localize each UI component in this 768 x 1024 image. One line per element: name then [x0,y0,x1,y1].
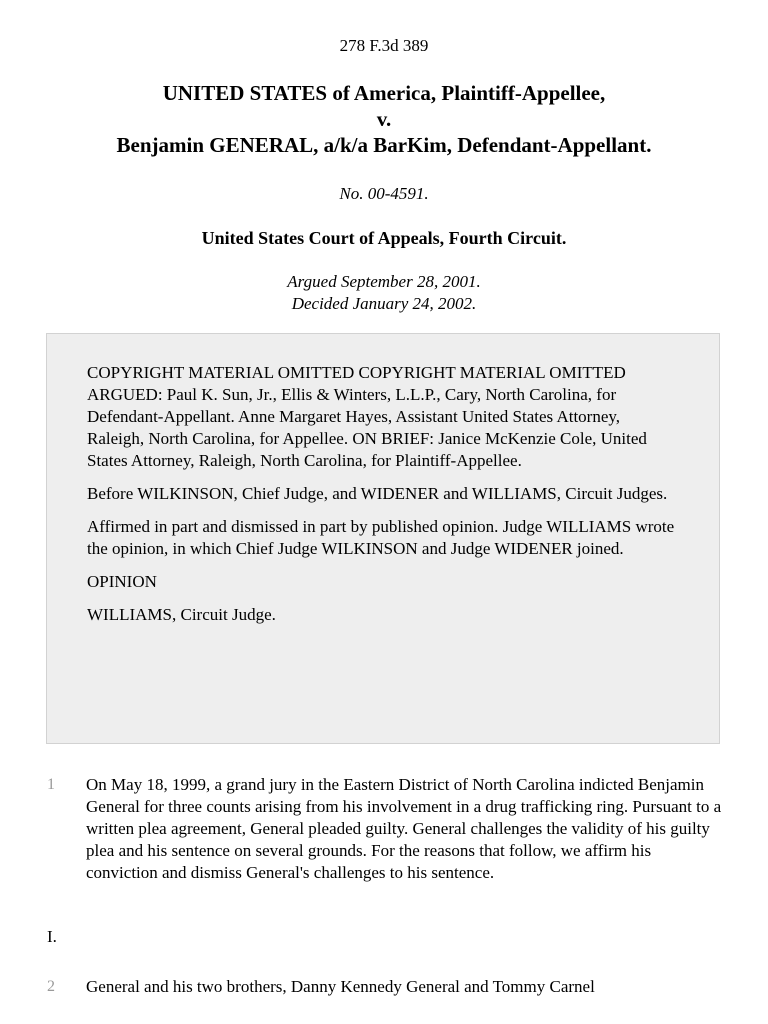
paragraph-text: On May 18, 1999, a grand jury in the Eastern District of North Carolina indicted Benjamin General for three counts arising from his involvement in a drug trafficking ring. Pursuant to a written plea agreement, General pleaded guilty. General challenges the validity of his guilty plea and his sentence on several grounds. For the reasons that follow, we affirm his conviction and dismiss General's challenges to his sentence. [86,775,722,882]
opinion-author: WILLIAMS, Circuit Judge. [87,605,276,624]
caption-defendant: Benjamin GENERAL, a/k/a BarKim, Defendant-Appellant. [116,133,652,157]
caption-versus: v. [376,107,392,131]
argued-date: Argued September 28, 2001. [287,272,481,291]
synopsis-box [46,333,720,744]
opinion-label: OPINION [87,572,157,591]
caption-plaintiff: UNITED STATES of America, Plaintiff-Appellee, [162,81,606,105]
case-dates [0,271,768,315]
paragraph-number: 2 [47,978,55,995]
court-name: United States Court of Appeals, Fourth Circuit. [201,228,567,248]
section-heading: I. [47,927,57,946]
citation: 278 F.3d 389 [339,36,429,55]
counsel-text: COPYRIGHT MATERIAL OMITTED COPYRIGHT MATERIAL OMITTED ARGUED: Paul K. Sun, Jr., Ellis & Winters, L.L.P., Cary, North Carolina, for Defendant-Appellant. Anne Margaret Hayes, Assistant United States Attorney, Raleigh, North Carolina, for Appellee. ON BRIEF: Janice McKenzie Cole, United States Attorney, Raleigh, North Carolina, for Plaintiff-Appellee. [87,363,647,470]
paragraph-number: 1 [47,776,55,793]
disposition-text: Affirmed in part and dismissed in part by published opinion. Judge WILLIAMS wrote the opinion, in which Chief Judge WILKINSON and Judge WIDENER joined. [87,517,675,558]
decided-date: Decided January 24, 2002. [291,294,477,313]
case-caption [0,80,768,158]
docket-number: No. 00-4591. [339,184,429,203]
panel-text: Before WILKINSON, Chief Judge, and WIDENER and WILLIAMS, Circuit Judges. [87,484,668,503]
paragraph-text: General and his two brothers, Danny Kennedy General and Tommy Carnel [86,977,595,996]
